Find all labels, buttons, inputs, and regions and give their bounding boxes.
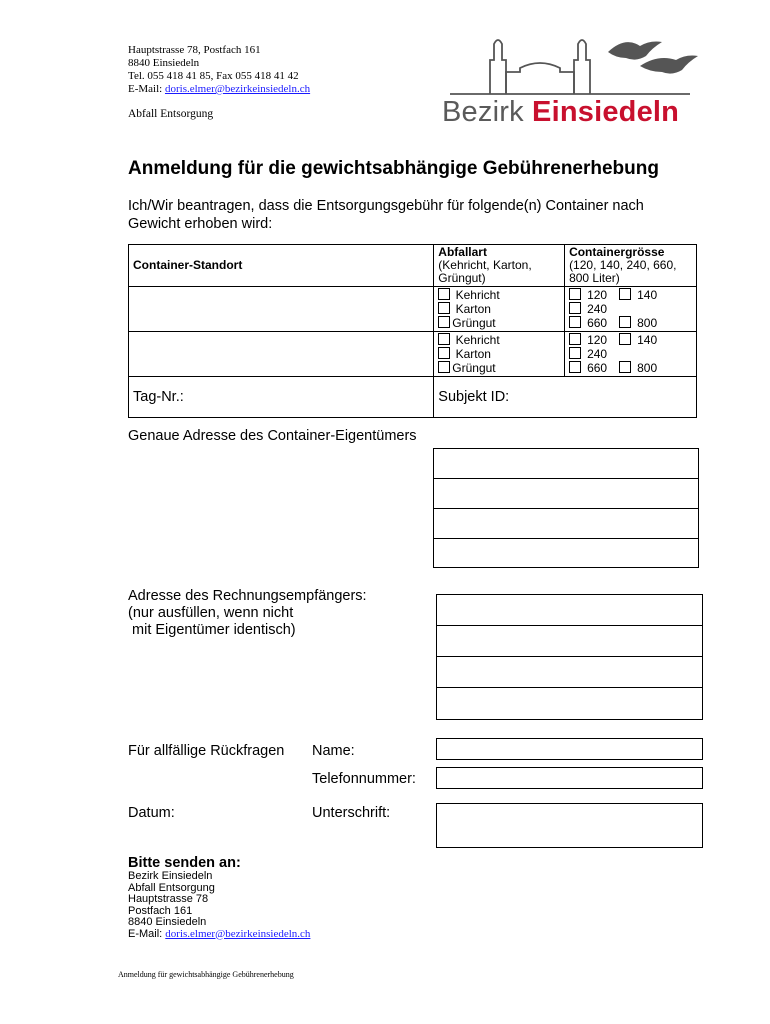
checkbox[interactable] — [438, 347, 450, 359]
size-options-2 — [565, 332, 697, 377]
billing-address-line-1[interactable] — [437, 595, 702, 626]
send-to-block — [128, 855, 310, 940]
footer-text: Anmeldung für gewichtsabhängige Gebührenerhebung — [118, 970, 294, 979]
logo-skyline-icon — [440, 32, 702, 98]
waste-type-options-1 — [434, 287, 565, 332]
logo — [440, 32, 702, 132]
date-label: Datum: — [128, 805, 175, 821]
table-row — [129, 332, 697, 377]
checkbox[interactable] — [438, 316, 450, 328]
billing-address-line-4[interactable] — [437, 688, 702, 719]
owner-address-box — [433, 448, 699, 568]
send-to-title: Bitte senden an: — [128, 855, 241, 871]
owner-address-label: Genaue Adresse des Container-Eigentümers — [128, 428, 417, 444]
size-options-1 — [565, 287, 697, 332]
owner-address-line-1[interactable] — [434, 449, 698, 479]
send-to-line: Bezirk Einsiedeln — [128, 870, 213, 882]
option-gruengut[interactable]: Grüngut — [438, 361, 560, 375]
tag-number-field[interactable]: Tag-Nr.: — [129, 377, 434, 418]
waste-type-options-2 — [434, 332, 565, 377]
phone-field[interactable] — [436, 767, 703, 789]
logo-word-1: Bezirk — [442, 96, 524, 128]
option-kehricht[interactable]: Kehricht — [438, 288, 560, 302]
location-field-2[interactable] — [129, 332, 434, 377]
email-label: E-Mail: — [128, 83, 165, 95]
send-to-email-link[interactable]: doris.elmer@bezirkeinsiedeln.ch — [165, 927, 311, 940]
intro-text: Ich/Wir beantragen, dass die Entsorgungsgebühr für folgende(n) Container nach Gewicht erhoben wird: — [128, 198, 644, 232]
sender-address — [128, 44, 310, 96]
size-140[interactable]: 140 — [619, 288, 663, 302]
table-row — [129, 287, 697, 332]
checkbox[interactable] — [438, 333, 450, 345]
checkbox[interactable] — [438, 288, 450, 300]
signature-field[interactable] — [436, 803, 703, 848]
owner-address-line-2[interactable] — [434, 479, 698, 509]
checkbox[interactable] — [438, 302, 450, 314]
size-660[interactable]: 660 — [569, 361, 613, 375]
send-to-line: Postfach 161 — [128, 904, 193, 917]
send-to-line: 8840 Einsiedeln — [128, 916, 207, 928]
size-120[interactable]: 120 — [569, 288, 613, 302]
owner-address-line-3[interactable] — [434, 509, 698, 539]
checkbox[interactable] — [438, 361, 450, 373]
logo-word-2: Einsiedeln — [532, 96, 680, 128]
size-800[interactable]: 800 — [619, 361, 663, 375]
header-size: Containergrösse (120, 140, 240, 660, 800 Liter) — [565, 245, 697, 287]
size-800[interactable]: 800 — [619, 316, 663, 330]
container-table — [128, 244, 697, 418]
billing-address-line-3[interactable] — [437, 657, 702, 688]
billing-address-box — [436, 594, 703, 720]
send-to-line: Hauptstrasse 78 — [128, 893, 209, 905]
table-row — [129, 377, 697, 418]
size-240[interactable]: 240 — [569, 347, 613, 361]
option-karton[interactable]: Karton — [438, 347, 560, 361]
contact-label: Für allfällige Rückfragen — [128, 743, 285, 759]
email-line — [128, 83, 310, 96]
billing-address-line-2[interactable] — [437, 626, 702, 657]
size-140[interactable]: 140 — [619, 333, 663, 347]
owner-address-line-4[interactable] — [434, 539, 698, 567]
billing-address-label: Adresse des Rechnungsempfängers: (nur ausfüllen, wenn nicht mit Eigentümer identisch) — [128, 588, 367, 638]
option-kehricht[interactable]: Kehricht — [438, 333, 560, 347]
table-header-row — [129, 245, 697, 287]
address-line-2: 8840 Einsiedeln — [128, 57, 200, 69]
size-120[interactable]: 120 — [569, 333, 613, 347]
phone-label: Telefonnummer: — [312, 771, 416, 787]
location-field-1[interactable] — [129, 287, 434, 332]
department: Abfall Entsorgung — [128, 108, 214, 120]
size-660[interactable]: 660 — [569, 316, 613, 330]
header-location: Container-Standort — [129, 245, 434, 287]
size-240[interactable]: 240 — [569, 302, 613, 316]
name-label: Name: — [312, 743, 355, 759]
name-field[interactable] — [436, 738, 703, 760]
header-waste-type: Abfallart (Kehricht, Karton, Grüngut) — [434, 245, 565, 287]
phone-fax: Tel. 055 418 41 85, Fax 055 418 41 42 — [128, 70, 299, 82]
subject-id-field[interactable]: Subjekt ID: — [434, 377, 697, 418]
signature-label: Unterschrift: — [312, 805, 391, 821]
email-link[interactable]: doris.elmer@bezirkeinsiedeln.ch — [164, 83, 311, 95]
option-gruengut[interactable]: Grüngut — [438, 316, 560, 330]
option-karton[interactable]: Karton — [438, 302, 560, 316]
address-line-1: Hauptstrasse 78, Postfach 161 — [128, 44, 261, 56]
logo-text — [442, 96, 679, 129]
send-to-email-line: E-Mail: doris.elmer@bezirkeinsiedeln.ch — [128, 927, 311, 940]
page-title: Anmeldung für die gewichtsabhängige Gebührenerhebung — [128, 158, 659, 179]
send-to-line: Abfall Entsorgung — [128, 881, 215, 894]
